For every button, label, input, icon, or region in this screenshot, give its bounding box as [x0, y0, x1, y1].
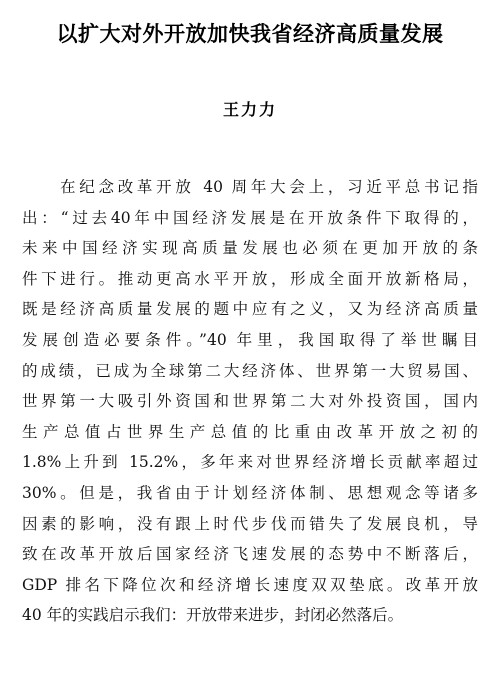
paragraph-line: 1.8%上升到 15.2%，多年来对世界经济增长贡献率超过	[22, 453, 478, 472]
paragraph-line: 既是经济高质量发展的题中应有之义，又为经济高质量	[22, 300, 478, 319]
paragraph-line: 在纪念改革开放 40 周年大会上，习近平总书记指	[60, 178, 478, 196]
paragraph-line: 出：“过去40年中国经济发展是在开放条件下取得的，	[22, 208, 478, 227]
body-paragraph	[22, 172, 478, 631]
paragraph-line: 的成绩，已成为全球第二大经济体、世界第一大贸易国、	[22, 361, 478, 380]
paragraph-line: 致在改革开放后国家经济飞速发展的态势中不断落后，	[22, 545, 478, 564]
paragraph-line: 世界第一大吸引外资国和世界第二大对外投资国，国内	[22, 392, 478, 411]
paragraph-line: 30%。但是，我省由于计划经济体制、思想观念等诸多	[22, 483, 478, 502]
paragraph-line: 生产总值占世界生产总值的比重由改革开放之初的	[22, 422, 478, 441]
paragraph-line: 未来中国经济实现高质量发展也必须在更加开放的条	[22, 239, 478, 258]
paragraph-line: 发展创造必要条件。”40 年里，我国取得了举世瞩目	[22, 330, 478, 349]
paragraph-line: GDP 排名下降位次和经济增长速度双双垫底。改革开放	[22, 575, 478, 594]
paragraph-line: 件下进行。推动更高水平开放，形成全面开放新格局，	[22, 269, 478, 288]
document-title: 以扩大对外开放加快我省经济高质量发展	[56, 21, 444, 46]
paragraph-line: 40 年的实践启示我们：开放带来进步，封闭必然落后。	[22, 606, 404, 625]
paragraph-line: 因素的影响，没有跟上时代步伐而错失了发展良机，导	[22, 514, 478, 533]
author-name: 王力力	[222, 100, 277, 119]
